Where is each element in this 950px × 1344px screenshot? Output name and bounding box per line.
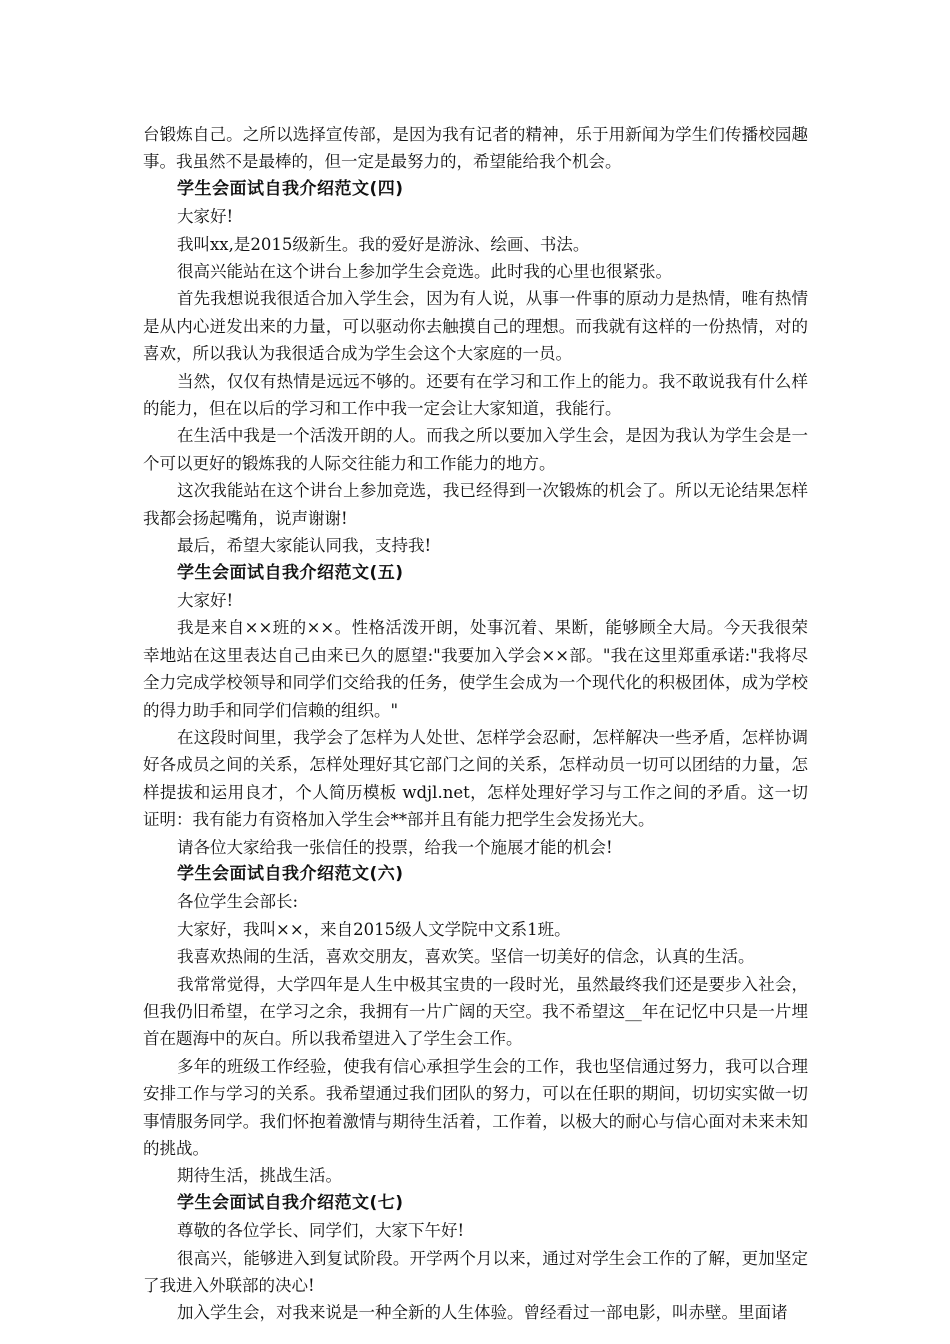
section-example-5 — [143, 560, 808, 861]
paragraph: 我叫xx,是2015级新生。我的爱好是游泳、绘画、书法。 — [177, 234, 590, 254]
paragraph: 多年的班级工作经验，使我有信心承担学生会的工作，我也坚信通过努力，我可以合理安排工作与学习的关系。我希望通过我们团队的努力，可以在任职的期间，切切实实做一切事情服务同学。我们怀抱着激情与期待生活着，工作着，以极大的耐心与信心面对未来未知的挑战。 — [143, 1056, 808, 1159]
section-example-6 — [143, 861, 808, 1190]
section-example-4 — [143, 176, 808, 560]
section-heading: 学生会面试自我介绍范文(五) — [177, 562, 404, 583]
section-heading: 学生会面试自我介绍范文(六) — [177, 863, 404, 884]
paragraph: 期待生活，挑战生活。 — [177, 1166, 342, 1186]
paragraph: 大家好! — [177, 590, 234, 610]
section-continuation — [143, 121, 808, 176]
paragraph: 我常常觉得，大学四年是人生中极其宝贵的一段时光，虽然最终我们还是要步入社会，但我仍旧希望，在学习之余，我拥有一片广阔的天空。我不希望这__年在记忆中只是一片埋首在题海中的灰白。所以我希望进入了学生会工作。 — [143, 974, 808, 1049]
paragraph: 大家好! — [177, 207, 234, 227]
document-body — [143, 121, 808, 1327]
paragraph: 当然，仅仅有热情是远远不够的。还要有在学习和工作上的能力。我不敢说我有什么样的能力，但在以后的学习和工作中我一定会让大家知道，我能行。 — [143, 371, 808, 419]
paragraph: 请各位大家给我一张信任的投票，给我一个施展才能的机会! — [177, 837, 613, 857]
paragraph: 很高兴能站在这个讲台上参加学生会竞选。此时我的心里也很紧张。 — [177, 262, 672, 282]
paragraph: 这次我能站在这个讲台上参加竞选，我已经得到一次锻炼的机会了。所以无论结果怎样我都会扬起嘴角，说声谢谢! — [143, 481, 808, 528]
paragraph: 最后，希望大家能认同我，支持我! — [177, 536, 432, 556]
paragraph: 首先我想说我很适合加入学生会，因为有人说，从事一件事的原动力是热情，唯有热情是从内心迸发出来的力量，可以驱动你去触摸自己的理想。而我就有这样的一份热情，对的喜欢，所以我认为我很适合成为学生会这个大家庭的一员。 — [143, 289, 808, 364]
paragraph: 各位学生会部长: — [177, 892, 299, 912]
paragraph: 在生活中我是一个活泼开朗的人。而我之所以要加入学生会，是因为我认为学生会是一个可以更好的锻炼我的人际交往能力和工作能力的地方。 — [143, 426, 808, 473]
paragraph: 我喜欢热闹的生活，喜欢交朋友，喜欢笑。坚信一切美好的信念，认真的生活。 — [177, 947, 755, 967]
paragraph: 我是来自××班的××。性格活泼开朗，处事沉着、果断，能够顾全大局。今天我很荣幸地站在这里表达自己由来已久的愿望:"我要加入学会××部。"我在这里郑重承诺:"我将尽全力完成学校领导和同学们交给我的任务，使学生会成为一个现代化的积极团体，成为学校的得力助手和同学们信赖的组织。" — [143, 618, 808, 720]
paragraph: 尊敬的各位学长、同学们，大家下午好! — [177, 1221, 465, 1241]
paragraph: 加入学生会，对我来说是一种全新的人生体验。曾经看过一部电影，叫赤壁。里面诸 — [177, 1303, 788, 1323]
paragraph: 大家好，我叫××，来自2015级人文学院中文系1班。 — [177, 919, 571, 939]
paragraph: 很高兴，能够进入到复试阶段。开学两个月以来，通过对学生会工作的了解，更加坚定了我进入外联部的决心! — [143, 1248, 808, 1296]
paragraph: 台锻炼自己。之所以选择宣传部，是因为我有记者的精神，乐于用新闻为学生们传播校园趣事。我虽然不是最棒的，但一定是最努力的，希望能给我个机会。 — [143, 125, 808, 172]
paragraph: 在这段时间里，我学会了怎样为人处世、怎样学会忍耐，怎样解决一些矛盾，怎样协调好各成员之间的关系，怎样处理好其它部门之间的关系，怎样动员一切可以团结的力量，怎样提拔和运用良才，个人简历模板 wdjl.net，怎样处理好学习与工作之间的矛盾。这一切证明：我有能力有资格加入学生会**部并且有能力把学生会发扬光大。 — [143, 727, 808, 830]
section-heading: 学生会面试自我介绍范文(四) — [177, 178, 404, 199]
section-heading: 学生会面试自我介绍范文(七) — [177, 1192, 404, 1213]
section-example-7 — [143, 1190, 808, 1327]
